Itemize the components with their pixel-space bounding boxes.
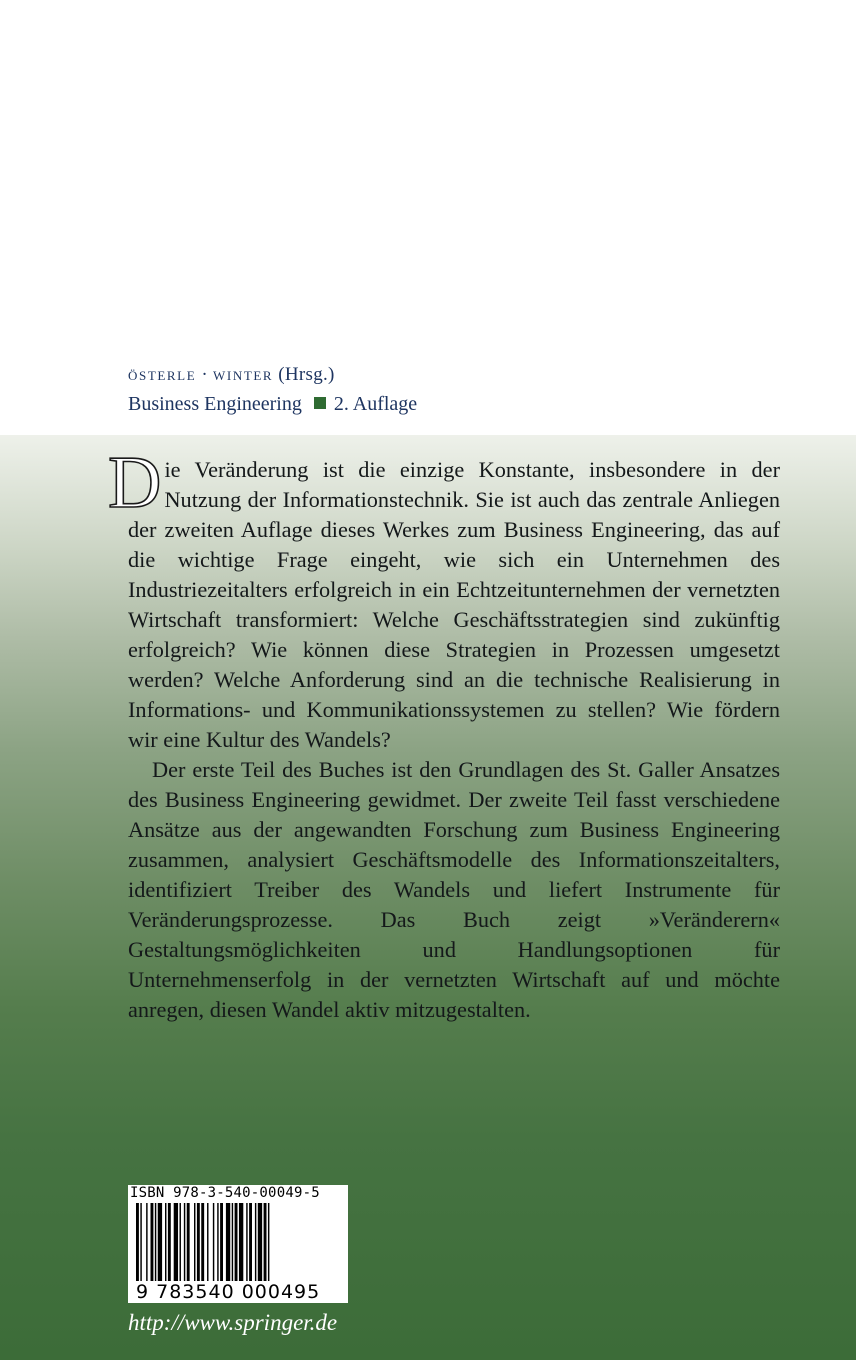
book-title: Business Engineering (128, 393, 302, 415)
isbn-label: ISBN 978-3-540-00049-5 (130, 1185, 320, 1201)
blurb-paragraph-1 (108, 442, 780, 755)
blurb-text (108, 442, 780, 1025)
author-separator: · (201, 364, 208, 385)
square-bullet-icon (314, 397, 326, 409)
blurb-paragraph-2: Der erste Teil des Buches ist den Grundlagen des St. Galler Ansatzes des Business Engineering gewidmet. Der zweite Teil fasst verschiedene Ansätze aus der angewandten Forschung zum Business Engineering zusammen, analysiert Geschäftsmodelle des Informationszeitalters, identifiziert Treiber des Wandels und liefert Instrumente für Veränderungsprozesse. Das Buch zeigt »Veränderern« Gestaltungsmöglichkeiten und Handlungsoptionen für Unternehmenserfolg in der vernetzten Wirtschaft auf und möchte anregen, diesen Wandel aktiv mitzugestalten. (128, 757, 780, 1022)
drop-cap: D (108, 442, 162, 524)
publisher-url[interactable]: http://www.springer.de (128, 1310, 338, 1335)
book-title-line (128, 393, 728, 416)
author-1: österle (128, 364, 197, 385)
author-2: winter (213, 364, 274, 385)
edition: 2. Auflage (333, 393, 418, 415)
paragraph-1-text: ie Veränderung ist die einzige Konstante, insbesondere in der Nutzung der Informationstechnik. Sie ist auch das zentrale Anliegen der zweiten Auflage dieses Werkes zum Business Engineering, das auf die wichtige Frage eingeht, wie sich ein Unternehmen des Industriezeitalters erfolgreich in ein Echtzeitunternehmen der vernetzten Wirtschaft transformiert: Welche Geschäftsstrategien sind zukünftig erfolgreich? Wie können diese Strategien in Prozessen umgesetzt werden? Welche Anforderung sind an die technische Realisierung in Informations- und Kommunikationssystemen zu stellen? Wie fördern wir eine Kultur des Wandels? (128, 457, 780, 752)
barcode-bars-graphic (136, 1203, 340, 1281)
barcode-digits: 9 783540 000495 (136, 1281, 321, 1303)
authors-line (128, 364, 728, 386)
editor-note: (Hrsg.) (278, 364, 335, 385)
isbn-barcode (128, 1185, 348, 1303)
